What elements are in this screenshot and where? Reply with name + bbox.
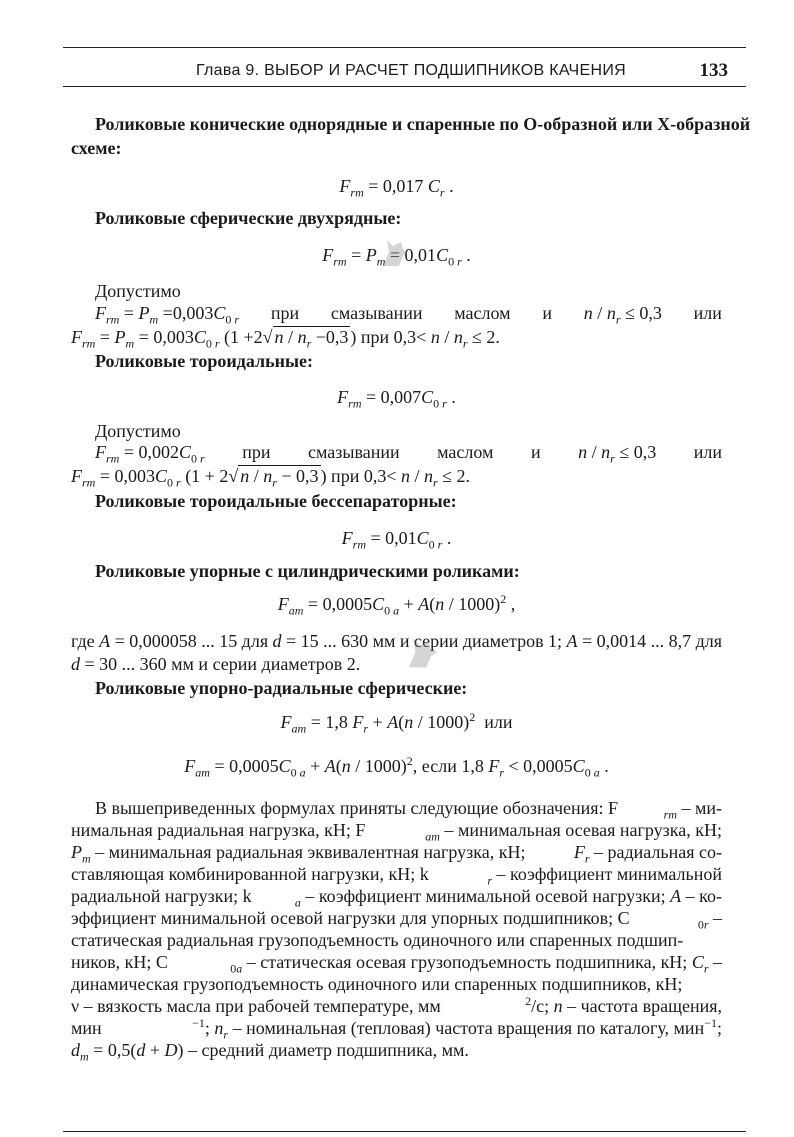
running-header (63, 60, 746, 84)
para-line-7: статическая радиальная грузоподъемность одиночного или спаренных подшип- (71, 930, 684, 950)
footer-rule (63, 1131, 746, 1132)
para-line-5: радиальной нагрузки; k $_a$ – коэффициент минимальной осевой нагрузки; A – ко- (71, 886, 722, 910)
heading-spherical: Роликовые сферические двухрядные: (95, 208, 402, 228)
formula-toroidal: $F_{rm} = 0,007C_{0 r}$ . (337, 387, 456, 411)
heading-conical-cont: схеме: (71, 138, 122, 158)
para-line-1: В вышеприведенных формулах приняты следующие обозначения: F $_{rm}$ – ми- (95, 798, 722, 822)
watermark-deer-icon (375, 232, 415, 272)
heading-thrust-spherical: Роликовые упорно-радиальные сферические: (95, 678, 468, 698)
allowed-label-2: Допустимо (95, 421, 181, 441)
formula-toroidal-allowed-2: $F_{rm} = 0,003C_{0 r}$ (1 + 2√ $n / n_r - 0,3$ ) при $0,3< n / n_r \le 2$. (71, 466, 471, 490)
para-line-4: ставляющая комбинированной нагрузки, кН; k $_r$ – коэффициент минимальной (71, 864, 722, 888)
page-number: 133 (699, 60, 728, 81)
where-line-1: где A = 0,000058 ... 15 для d = 15 ... 630 мм и серии диаметров 1; A = 0,0014 ... 8,7 для (71, 631, 722, 651)
formula-conical: $F_{rm} = 0,017$ $C_r$ . (339, 176, 454, 200)
heading-toroidal: Роликовые тороидальные: (95, 351, 314, 371)
para-line-9: динамическая грузоподъемность одиночного или спаренных подшипников, кН; (71, 974, 683, 994)
para-line-6: эффициент минимальной осевой нагрузки для упорных подшипников; C $_{0r}$ – (71, 908, 722, 932)
watermark-deer-icon-2 (400, 630, 444, 674)
para-line-10: ν – вязкость масла при рабочей температуре, мм $^2$/с; n – частота вращения, (71, 994, 722, 1016)
heading-conical: Роликовые конические однорядные и спаренные по О-образной или Х-образной (95, 114, 751, 134)
allowed-label-1: Допустимо (95, 281, 181, 301)
formula-toroidal-cageless: $F_{rm} = 0,01C_{0 r}$ . (341, 528, 452, 552)
formula-thrust-spherical-1: $F_{am} = 1,8$ $F_r + A(n / 1000)^2$ или (280, 710, 513, 736)
formula-toroidal-allowed-1: $F_{rm} = 0,002C_{0 r}$ при смазывании маслом и $n / n_r \le 0,3$ или (95, 442, 722, 466)
heading-toroidal-cageless: Роликовые тороидальные бессепараторные: (95, 491, 457, 511)
header-rule (63, 86, 746, 87)
para-line-2: нимальная радиальная нагрузка, кН; F $_{am}$ – минимальная осевая нагрузка, кН; (71, 820, 722, 844)
header-rule-top (63, 47, 746, 48)
formula-thrust-spherical-2: $F_{am} = 0,0005C_{0 a} + A(n / 1000)^2$, если 1,8 $F_r < 0,0005C_{0 a}$ . (184, 754, 609, 780)
para-line-3: $P_m$ – минимальная радиальная эквивалентная нагрузка, кН; $F_r$ – радиальная со- (71, 842, 722, 866)
formula-spherical-allowed-1: $F_{rm} = P_m =0,003C_{0 r}$ при смазывании маслом и $n / n_r \le 0,3$ или (95, 303, 722, 327)
where-line-2: d = 30 ... 360 мм и серии диаметров 2. (71, 654, 361, 674)
para-line-8: ников, кН; C $_{0a}$ – статическая осевая грузоподъемность подшипника, кН; $C_r$ – (71, 952, 722, 976)
formula-spherical: $F_{rm} = P_m = 0,01C_{0 r}$ . (322, 245, 471, 269)
formula-thrust-cylindrical: $F_{am} = 0,0005C_{0 a} + A(n / 1000)^2$ , (277, 592, 516, 618)
para-line-11: мин $^{-1}$; $n_r$ – номинальная (тепловая) частота вращения по каталогу, мин$^{-1}$; (71, 1016, 722, 1042)
para-line-12: $d_m = 0,5(d + D)$ – средний диаметр подшипника, мм. (71, 1040, 469, 1064)
heading-thrust-cylindrical: Роликовые упорные с цилиндрическими роликами: (95, 561, 520, 581)
chapter-title: Глава 9. ВЫБОР И РАСЧЕТ ПОДШИПНИКОВ КАЧЕНИЯ (195, 62, 626, 79)
formula-spherical-allowed-2: $F_{rm} = P_m = 0,003C_{0 r}$ (1 +2√ $n / n_r -0,3$ ) при $0,3< n / n_r \le 2$. (71, 327, 500, 351)
